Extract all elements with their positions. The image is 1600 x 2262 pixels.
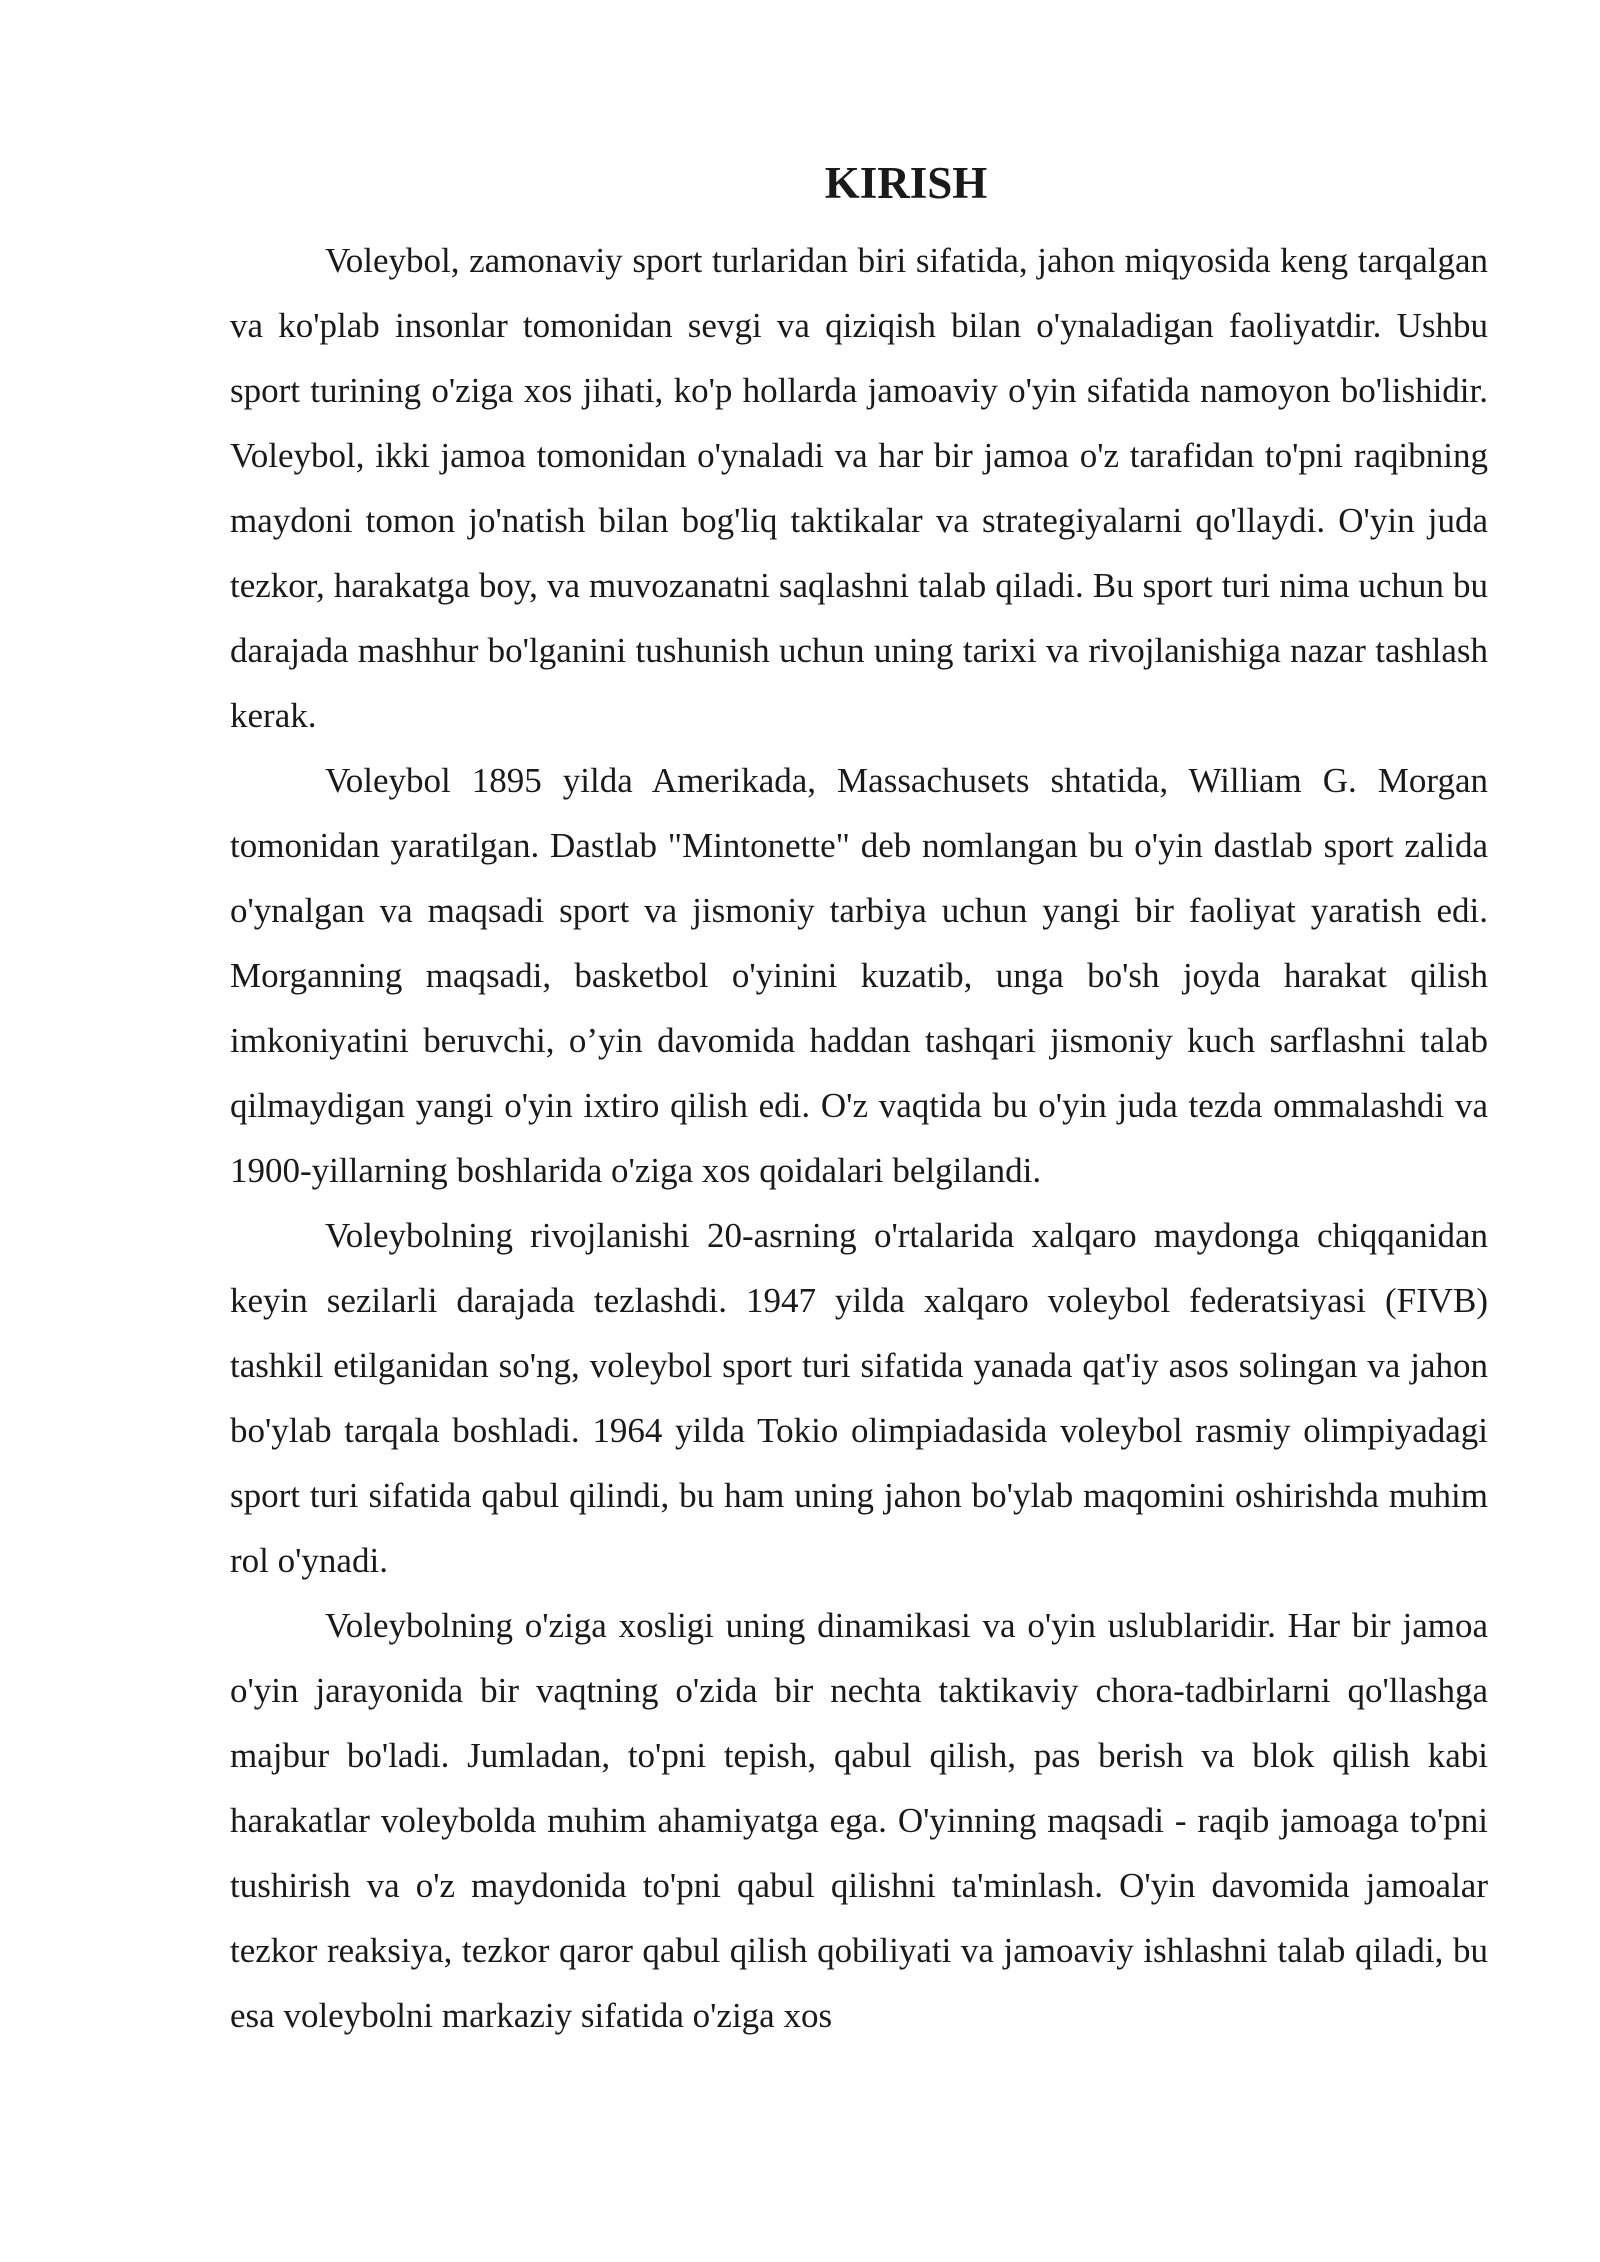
paragraph: Voleybolning o'ziga xosligi uning dinamikasi va o'yin uslublaridir. Har bir jamoa o'yin jarayonida bir vaqtning o'zida bir nechta taktikaviy chora-tadbirlarni qo'llashga majbur bo'ladi. Jumladan, to'pni tepish, qabul qilish, pas berish va blok qilish kabi harakatlar voleybolda muhim ahamiyatga ega. O'yinning maqsadi - raqib jamoaga to'pni tushirish va o'z maydonida to'pni qabul qilishni ta'minlash. O'yin davomida jamoalar tezkor reaksiya, tezkor qaror qabul qilish qobiliyati va jamoaviy ishlashni talab qiladi, bu esa voleybolni markaziy sifatida o'ziga xos [230,1606,1488,2035]
paragraph: Voleybol 1895 yilda Amerikada, Massachusets shtatida, William G. Morgan tomonidan yaratilgan. Dastlab "Mintonette" deb nomlangan bu o'yin dastlab sport zalida o'ynalgan va maqsadi sport va jismoniy tarbiya uchun yangi bir faoliyat yaratish edi. Morganning maqsadi, basketbol o'yinini kuzatib, unga bo'sh joyda harakat qilish imkoniyatini beruvchi, o’yin davomida haddan tashqari jismoniy kuch sarflashni talab qilmaydigan yangi o'yin ixtiro qilish edi. O'z vaqtida bu o'yin juda tezda ommalashdi va 1900-yillarning boshlarida o'ziga xos qoidalari belgilandi. [230,761,1488,1190]
paragraph: Voleybolning rivojlanishi 20-asrning o'rtalarida xalqaro maydonga chiqqanidan keyin sezilarli darajada tezlashdi. 1947 yilda xalqaro voleybol federatsiyasi (FIVB) tashkil etilganidan so'ng, voleybol sport turi sifatida yanada qat'iy asos solingan va jahon bo'ylab tarqala boshladi. 1964 yilda Tokio olimpiadasida voleybol rasmiy olimpiyadagi sport turi sifatida qabul qilindi, bu ham uning jahon bo'ylab maqomini oshirishda muhim rol o'ynadi. [230,1216,1488,1580]
page-title: KIRISH [824,158,988,208]
paragraph: Voleybol, zamonaviy sport turlaridan biri sifatida, jahon miqyosida keng tarqalgan va ko'plab insonlar tomonidan sevgi va qiziqish bilan o'ynaladigan faoliyatdir. Ushbu sport turining o'ziga xos jihati, ko'p hollarda jamoaviy o'yin sifatida namoyon bo'lishidir. Voleybol, ikki jamoa tomonidan o'ynaladi va har bir jamoa o'z tarafidan to'pni raqibning maydoni tomon jo'natish bilan bog'liq taktikalar va strategiyalarni qo'llaydi. O'yin juda tezkor, harakatga boy, va muvozanatni saqlashni talab qiladi. Bu sport turi nima uchun bu darajada mashhur bo'lganini tushunish uchun uning tarixi va rivojlanishiga nazar tashlash kerak. [230,241,1488,735]
body-text [230,228,1488,2048]
